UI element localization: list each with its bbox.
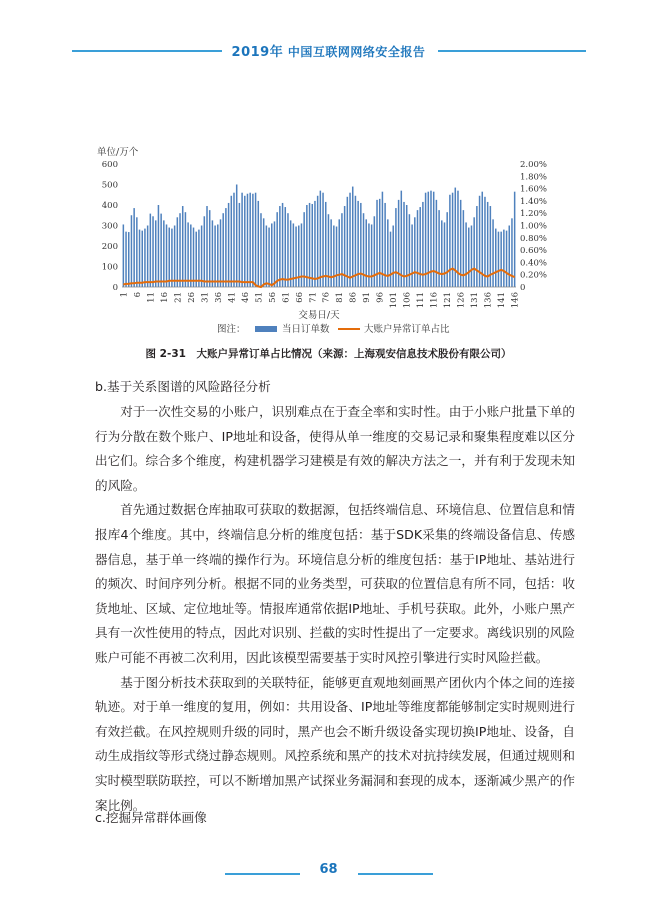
- chart-bar: [198, 230, 200, 287]
- chart-bar: [390, 232, 392, 287]
- chart-bar: [355, 196, 357, 287]
- chart-x-tick-label: 31: [200, 292, 211, 303]
- chart-bar: [128, 232, 130, 287]
- chart-bar: [268, 228, 270, 287]
- chart-bar: [514, 192, 516, 287]
- chart-right-tick-label: 0.20%: [520, 270, 548, 281]
- chart-bar: [352, 187, 354, 287]
- chart-x-tick-label: 106: [402, 292, 413, 309]
- chart-bar: [228, 203, 230, 287]
- chart-right-tick-label: 1.20%: [520, 209, 548, 220]
- chart-left-tick-label: 400: [101, 201, 118, 211]
- chart-right-tick-label: 0: [520, 283, 526, 293]
- chart-bar: [338, 219, 340, 287]
- chart-bar: [444, 222, 446, 287]
- order-chart: [95, 142, 565, 337]
- chart-bar: [141, 231, 143, 287]
- chart-left-tick-label: 600: [101, 160, 118, 170]
- chart-x-tick-label: 61: [281, 292, 292, 303]
- chart-bar: [263, 218, 265, 287]
- chart-legend-bar-label: 当日订单数: [282, 324, 330, 335]
- chart-bar: [260, 213, 262, 287]
- chart-x-tick-label: 51: [254, 292, 265, 303]
- chart-bar: [495, 229, 497, 287]
- chart-right-tick-label: 1.80%: [520, 172, 548, 183]
- chart-bar: [409, 214, 411, 287]
- chart-bar: [244, 196, 246, 287]
- chart-bar: [465, 222, 467, 287]
- chart-x-tick-label: 91: [362, 292, 373, 303]
- chart-bar: [341, 213, 343, 287]
- chart-right-tick-label: 2.00%: [520, 160, 548, 170]
- paragraph-1: 对于一次性交易的小账户，识别难点在于查全率和实时性。由于小账户批量下单的行为分散在数个账户、IP地址和设备，使得从单一维度的交易记录和聚集程度难以区分出它们。综合多个维度，构建机器学习建模是有效的解决方法之一，并有利于发现未知的风险。: [95, 404, 575, 493]
- chart-x-tick-label: 36: [213, 292, 224, 303]
- chart-x-tick-label: 86: [348, 292, 359, 303]
- chart-bar: [449, 195, 451, 287]
- chart-x-tick-label: 76: [321, 292, 332, 303]
- chart-bar: [317, 196, 319, 287]
- chart-bar: [225, 208, 227, 287]
- chart-bar: [336, 227, 338, 287]
- chart-x-tick-label: 56: [267, 292, 278, 303]
- paragraph-3: 基于图分析技术获取到的关联特征，能够更直观地刻画黑产团伙内个体之间的连接轨迹。对于单一维度的复用，例如：共用设备、IP地址等维度都能够制定实时规则进行有效拦截。在风控规则升级的同时，黑产也会不断升级设备实现切换IP地址、设备，自动生成指纹等形式绕过静态规则。风控系统和黑产的技术对抗持续发展，但通过规则和实时模型联防联控，可以不断增加黑产试探业务漏洞和套现的成本，逐渐减少黑产的作案比例。: [95, 674, 575, 813]
- chart-bar: [182, 206, 184, 287]
- chart-right-tick-label: 1.00%: [520, 221, 548, 232]
- chart-bar: [239, 203, 241, 287]
- chart-bar: [179, 213, 181, 287]
- chart-bar: [255, 193, 257, 287]
- chart-bar: [185, 212, 187, 287]
- chart-bar: [325, 202, 327, 287]
- chart-legend-line-label: 大账户异常订单占比: [364, 324, 450, 335]
- chart-bar: [217, 224, 219, 287]
- chart-bar: [371, 224, 373, 287]
- chart-bar: [311, 204, 313, 287]
- chart-bar: [473, 217, 475, 287]
- chart-bar: [333, 226, 335, 288]
- paragraph-2: 首先通过数据仓库抽取可获取的数据源，包括终端信息、环境信息、位置信息和情报库4个维度。其中，终端信息分析的维度包括：基于SDK采集的终端设备信息、传感器信息，基于单一终端的操作行为。环境信息分析的维度包括：基于IP地址、基站进行的频次、时间序列分析。根据不同的业务类型，可获取的位置信息有所不同，包括：收货地址、区域、定位地址等。情报库通常依据IP地址、手机号获取。此外，小账户黑产具有一次性使用的特点，因此对识别、拦截的实时性提出了一定要求。离线识别的风险账户可能不再被二次利用，因此该模型需要基于实时风控引擎进行实时风险拦截。: [95, 502, 575, 665]
- chart-bar: [231, 196, 233, 287]
- chart-x-tick-label: 81: [335, 292, 346, 303]
- chart-bar: [274, 221, 276, 287]
- chart-bar: [492, 219, 494, 287]
- chart-bar: [438, 210, 440, 287]
- chart-bar: [220, 219, 222, 287]
- chart-bar: [446, 212, 448, 287]
- chart-left-tick-label: 0: [112, 283, 118, 293]
- chart-left-unit-label: 单位/万个: [97, 147, 139, 158]
- chart-bar: [266, 226, 268, 288]
- chart-bar: [508, 226, 510, 288]
- section-b-title: b.基于关系图谱的风险路径分析: [95, 379, 271, 394]
- chart-bar: [168, 228, 170, 287]
- chart-left-tick-label: 200: [101, 242, 118, 252]
- chart-x-tick-label: 101: [389, 292, 400, 309]
- chart-bar: [287, 213, 289, 287]
- chart-x-tick-label: 136: [483, 292, 494, 309]
- chart-bar: [487, 202, 489, 287]
- chart-bar: [193, 228, 195, 287]
- chart-bar: [476, 206, 478, 287]
- chart-bar: [214, 226, 216, 288]
- chart-x-tick-label: 11: [146, 292, 157, 303]
- chart-bar: [241, 193, 243, 287]
- section-c-title: c.挖掘异常群体画像: [95, 810, 207, 825]
- chart-bar: [403, 202, 405, 287]
- chart-x-tick-label: 26: [186, 292, 197, 303]
- chart-bar: [171, 229, 173, 287]
- chart-bar: [506, 231, 508, 287]
- chart-bar: [123, 224, 125, 287]
- chart-bar: [498, 232, 500, 287]
- chart-x-tick-label: 1: [119, 292, 130, 298]
- chart-x-tick-label: 71: [308, 292, 319, 303]
- chart-legend-bar-swatch: [255, 326, 277, 332]
- chart-bar: [206, 206, 208, 287]
- chart-bar: [258, 201, 260, 287]
- chart-x-axis-title: 交易日/天: [298, 310, 340, 321]
- chart-bar: [468, 228, 470, 287]
- chart-bar: [160, 214, 162, 287]
- chart-x-tick-label: 66: [294, 292, 305, 303]
- chart-bar: [155, 220, 157, 287]
- chart-bar: [392, 226, 394, 288]
- chart-bar: [411, 224, 413, 287]
- chart-bar: [177, 217, 179, 287]
- chart-bar: [247, 194, 249, 287]
- chart-bar: [147, 226, 149, 288]
- chart-bar: [401, 191, 403, 287]
- chart-x-tick-label: 116: [429, 292, 440, 309]
- chart-x-tick-label: 121: [443, 292, 454, 309]
- chart-bar: [290, 220, 292, 287]
- chart-bar: [452, 193, 454, 287]
- chart-bar: [212, 220, 214, 287]
- chart-x-tick-label: 111: [416, 292, 427, 309]
- chart-bar: [276, 212, 278, 287]
- chart-bar: [306, 205, 308, 287]
- chart-bar: [166, 224, 168, 287]
- chart-bar: [433, 192, 435, 287]
- chart-bar: [320, 191, 322, 287]
- chart-bar: [150, 214, 152, 287]
- chart-right-tick-label: 0.80%: [520, 233, 548, 244]
- chart-bar: [201, 226, 203, 288]
- chart-bar: [204, 216, 206, 287]
- chart-bar: [125, 232, 127, 287]
- chart-right-tick-label: 0.40%: [520, 258, 548, 269]
- chart-bar: [158, 205, 160, 287]
- chart-bar: [174, 226, 176, 288]
- chart-bar: [314, 201, 316, 287]
- chart-bar: [209, 210, 211, 287]
- chart-x-tick-label: 41: [227, 292, 238, 303]
- chart-x-tick-label: 146: [510, 292, 521, 309]
- chart-bar: [136, 217, 138, 287]
- chart-bar: [190, 224, 192, 287]
- chart-bar: [144, 229, 146, 287]
- chart-bar: [395, 208, 397, 287]
- chart-x-tick-label: 21: [173, 292, 184, 303]
- chart-bar: [322, 193, 324, 287]
- chart-bar: [285, 207, 287, 287]
- chart-bar: [436, 200, 438, 287]
- figure-caption: 图 2-31 大账户异常订单占比情况（来源：上海观安信息技术股份有限公司）: [145, 348, 512, 360]
- chart-svg: [95, 142, 565, 337]
- chart-bar: [236, 185, 238, 288]
- chart-bar: [417, 210, 419, 287]
- header-year: 2019年: [231, 45, 284, 60]
- chart-left-tick-label: 500: [101, 180, 118, 191]
- chart-right-tick-label: 0.60%: [520, 246, 548, 257]
- header-title: 中国互联网网络安全报告: [287, 45, 426, 59]
- chart-right-tick-label: 1.40%: [520, 196, 548, 207]
- chart-left-tick-label: 300: [101, 221, 118, 232]
- chart-bar: [471, 226, 473, 288]
- body-text: [95, 400, 575, 818]
- chart-x-tick-label: 141: [497, 292, 508, 309]
- chart-bar: [484, 197, 486, 287]
- chart-bar: [503, 230, 505, 287]
- chart-bar: [233, 193, 235, 287]
- chart-bar: [133, 208, 135, 287]
- chart-x-tick-label: 126: [456, 292, 467, 309]
- chart-bar: [347, 197, 349, 287]
- page-number: 68: [319, 862, 338, 877]
- chart-x-tick-label: 16: [159, 292, 170, 303]
- chart-bar: [382, 192, 384, 287]
- chart-bar: [309, 203, 311, 287]
- chart-x-tick-label: 46: [240, 292, 251, 303]
- chart-bar: [349, 193, 351, 287]
- chart-left-tick-label: 100: [101, 262, 118, 273]
- chart-bar: [195, 232, 197, 287]
- chart-bar: [414, 217, 416, 287]
- chart-bar: [152, 216, 154, 287]
- chart-bar: [252, 194, 254, 287]
- chart-bar: [131, 215, 133, 287]
- chart-bar: [279, 206, 281, 287]
- chart-x-tick-label: 131: [470, 292, 481, 309]
- chart-bar: [441, 220, 443, 287]
- chart-bar: [249, 193, 251, 287]
- chart-x-tick-label: 6: [132, 292, 143, 298]
- chart-x-tick-label: 96: [375, 292, 386, 303]
- running-header: [0, 41, 657, 60]
- chart-bar: [187, 222, 189, 287]
- chart-bar: [282, 203, 284, 287]
- chart-legend-prefix: 图注：: [217, 324, 246, 335]
- chart-right-tick-label: 1.60%: [520, 184, 548, 195]
- chart-bar: [500, 232, 502, 287]
- chart-bar: [139, 230, 141, 287]
- chart-bar: [163, 220, 165, 287]
- chart-bar: [271, 223, 273, 287]
- chart-bar: [222, 213, 224, 287]
